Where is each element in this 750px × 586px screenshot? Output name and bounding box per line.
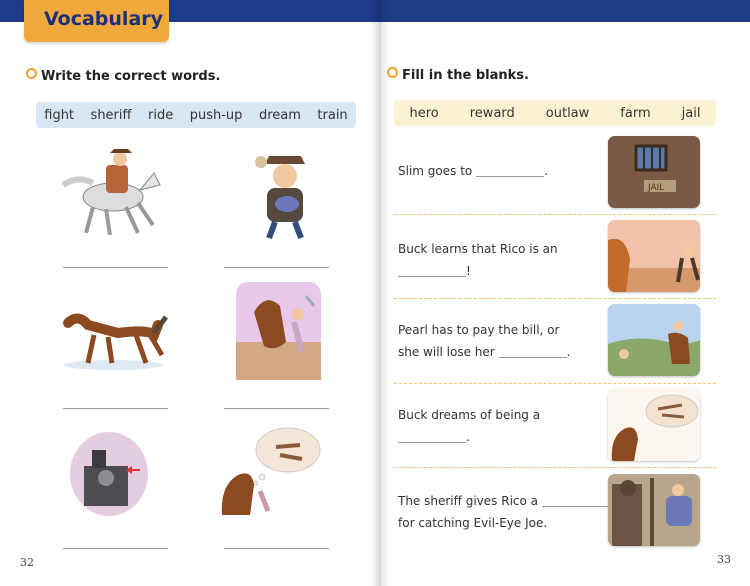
question-punct: . bbox=[544, 164, 548, 178]
outlaw-picture bbox=[608, 220, 700, 292]
question-text: Buck dreams of being a bbox=[398, 408, 541, 422]
row-divider bbox=[394, 214, 716, 215]
horse-stretch-icon bbox=[58, 305, 168, 375]
vocabulary-title: Vocabulary bbox=[44, 8, 164, 30]
right-instruction-text: Fill in the blanks. bbox=[402, 68, 529, 83]
question-text: Pearl has to pay the bill, or bbox=[398, 323, 560, 337]
word-bank-item: push-up bbox=[189, 107, 243, 123]
sheriff-icon bbox=[245, 150, 325, 240]
question-text: she will lose her bbox=[398, 345, 495, 359]
question-punct: . bbox=[566, 345, 571, 359]
question-4 bbox=[398, 404, 540, 448]
right-word-bank bbox=[394, 100, 716, 126]
question-punct: . bbox=[466, 430, 470, 444]
answer-blank[interactable] bbox=[476, 164, 544, 177]
answer-line-2[interactable] bbox=[224, 267, 329, 268]
bullet-icon bbox=[26, 68, 37, 79]
question-text: Slim goes to bbox=[398, 164, 473, 178]
answer-line-4[interactable] bbox=[224, 408, 329, 409]
answer-blank[interactable] bbox=[398, 264, 466, 277]
svg-text:JAIL: JAIL bbox=[648, 183, 665, 193]
reward-picture bbox=[608, 474, 700, 546]
word-bank-item: sheriff bbox=[90, 107, 132, 123]
word-bank-item: train bbox=[317, 107, 348, 123]
left-page-number: 32 bbox=[20, 556, 34, 569]
word-bank-item: fight bbox=[44, 107, 75, 123]
horse-dream-icon bbox=[216, 425, 321, 520]
fight-scene-icon bbox=[236, 282, 321, 380]
answer-line-3[interactable] bbox=[63, 408, 168, 409]
horse-rider-icon bbox=[58, 145, 168, 240]
word-bank-item: jail bbox=[681, 105, 701, 121]
right-instruction bbox=[387, 67, 529, 83]
row-divider bbox=[394, 383, 716, 384]
word-bank-item: farm bbox=[620, 105, 651, 121]
bullet-icon bbox=[387, 67, 398, 78]
right-page-number: 33 bbox=[717, 553, 731, 566]
word-bank-item: ride bbox=[148, 107, 174, 123]
farm-picture bbox=[608, 304, 700, 376]
word-bank-item: hero bbox=[409, 105, 439, 121]
question-1 bbox=[398, 160, 548, 182]
answer-line-6[interactable] bbox=[224, 548, 329, 549]
answer-blank[interactable] bbox=[499, 345, 567, 358]
hero-dream-picture bbox=[608, 389, 700, 461]
jail-picture bbox=[608, 136, 700, 208]
answer-blank[interactable] bbox=[542, 494, 610, 507]
left-instruction-text: Write the correct words. bbox=[41, 69, 221, 84]
word-bank-item: dream bbox=[258, 107, 301, 123]
vocabulary-tab bbox=[24, 0, 169, 42]
question-2 bbox=[398, 238, 558, 282]
train-icon bbox=[70, 432, 148, 516]
right-top-band bbox=[380, 0, 750, 22]
answer-line-1[interactable] bbox=[63, 267, 168, 268]
question-text: The sheriff gives Rico a bbox=[398, 494, 539, 508]
question-punct: ! bbox=[466, 264, 471, 278]
question-3 bbox=[398, 319, 570, 363]
left-word-bank bbox=[36, 102, 356, 128]
question-text: for catching Evil-Eye Joe. bbox=[398, 516, 548, 530]
row-divider bbox=[394, 467, 716, 468]
word-bank-item: reward bbox=[469, 105, 515, 121]
answer-blank[interactable] bbox=[398, 430, 466, 443]
word-bank-item: outlaw bbox=[545, 105, 590, 121]
answer-line-5[interactable] bbox=[63, 548, 168, 549]
question-5 bbox=[398, 490, 610, 534]
row-divider bbox=[394, 298, 716, 299]
left-instruction bbox=[26, 68, 220, 84]
book-gutter bbox=[370, 0, 390, 586]
question-text: Buck learns that Rico is an bbox=[398, 242, 558, 256]
